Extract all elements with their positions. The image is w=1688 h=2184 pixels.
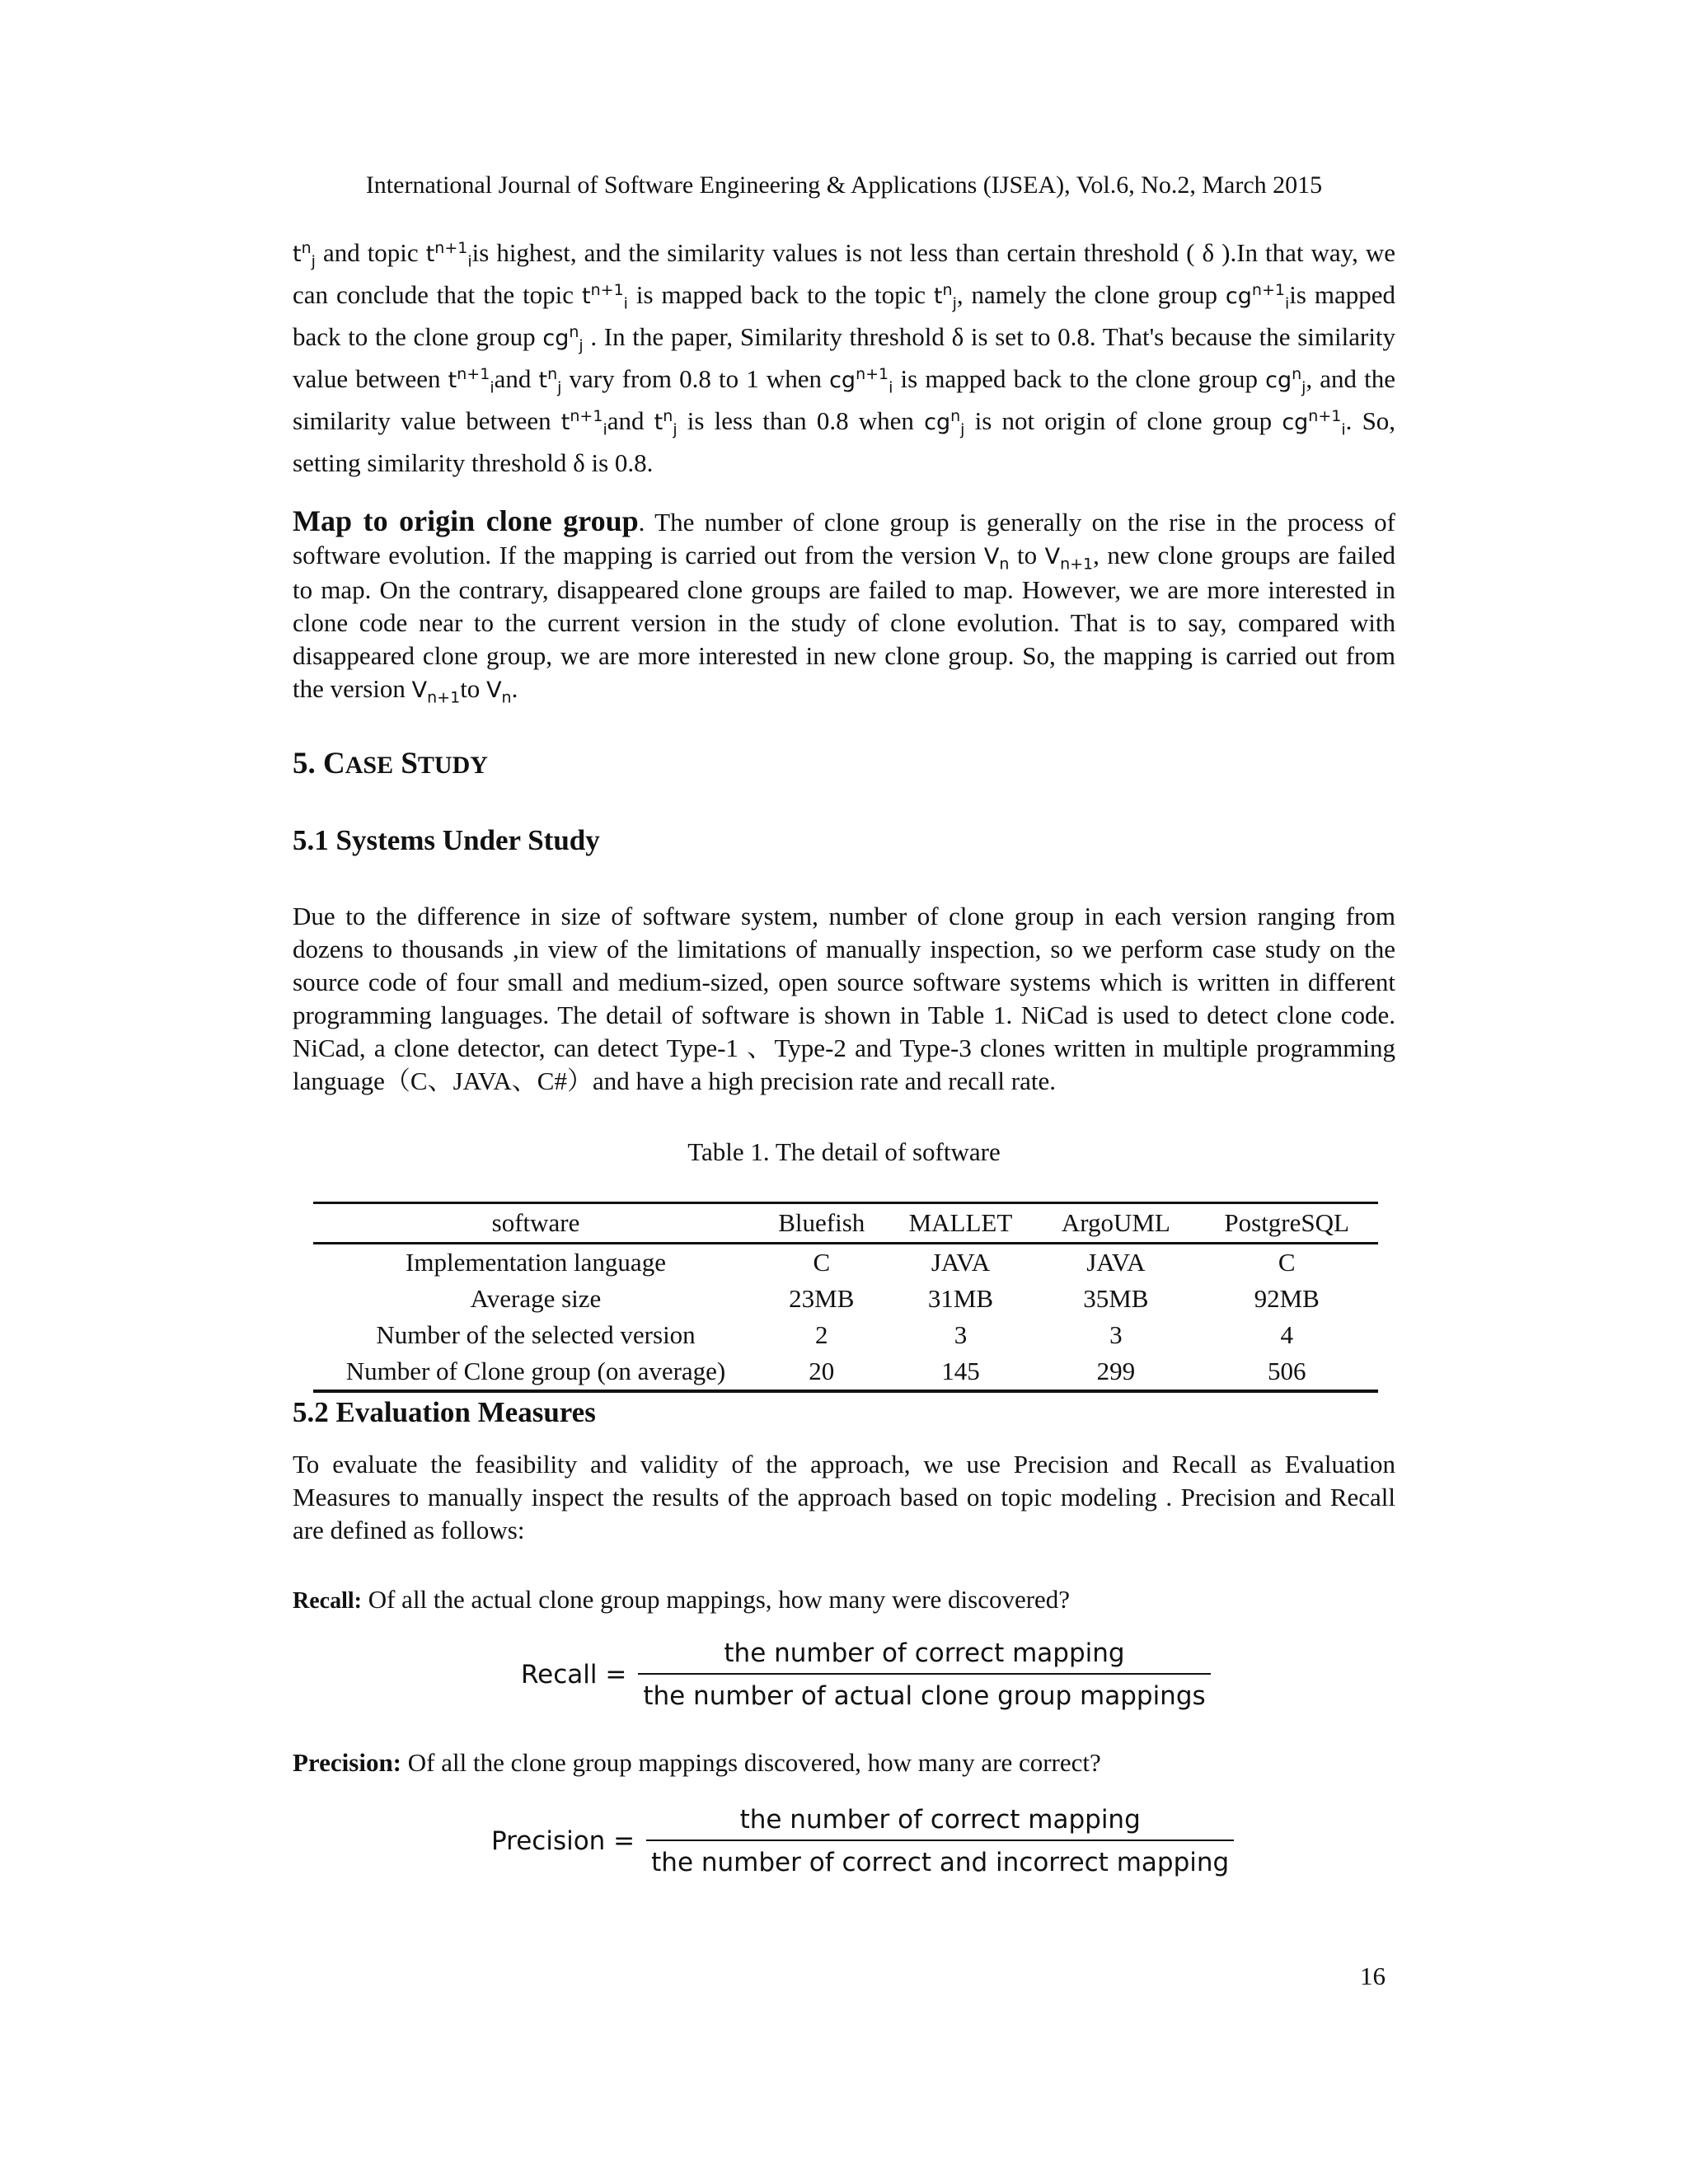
table-cell: JAVA (931, 1248, 991, 1277)
recall-denominator: the number of actual clone group mappings (638, 1673, 1210, 1711)
table-cell: 35MB (1083, 1284, 1149, 1313)
recall-definition: Recall: Of all the actual clone group mappings, how many were discovered? (293, 1585, 1071, 1614)
table-software-detail (313, 1202, 1378, 1393)
recall-formula (521, 1638, 1211, 1711)
math-t-i-n1: $t^{n+1}_i$ (425, 239, 472, 271)
table-row (313, 1244, 1378, 1282)
section-5-2-heading: 5.2 Evaluation Measures (293, 1396, 596, 1428)
table-cell: JAVA (1086, 1248, 1146, 1277)
table-cell: Average size (470, 1284, 602, 1313)
table-1-caption: Table 1. The detail of software (687, 1137, 1001, 1166)
paragraph-similarity-threshold: $t^n_j$ and topic $t^{n+1}_iis$ highest, and the similarity values is not less than certain threshold ( δ ).In that way, we can conclude that the topic $t^{n+1}_i$ is mapped back to the topic $t^n_j$, namely the clone group $cg^{n+1}_iis$ mapped back to the clone group $cg^n_j$ . In the paper, Similarity threshold δ is set to 0.8. That's because the similarity value between $t^{n+1}_iand$ $t^n_j$ vary from 0.8 to 1 when $cg^{n+1}_i$ is mapped back to the clone group $cg^n_j$, and the similarity value between $t^{n+1}_iand$ $t^n_j$ is less than 0.8 when $cg^n_j$ is not origin of clone group $cg^{n+1}_i$. So, setting similarity threshold δ is 0.8. (293, 238, 1396, 477)
table-cell: C (813, 1248, 831, 1277)
precision-definition: Precision: Of all the clone group mappings discovered, how many are correct? (293, 1748, 1101, 1777)
table-cell: 299 (1096, 1357, 1136, 1385)
table-cell: Number of the selected version (376, 1320, 696, 1349)
paragraph-systems-under-study: Due to the difference in size of software system, number of clone group in each version ranging from dozens to thousands ,in view of the limitations of manually inspection, so we perform case study on the source code of four small and medium-sized, open source software systems which is written in different programming languages. The detail of software is shown in Table 1. NiCad is used to detect clone code. NiCad, a clone detector, can detect Type-1 、Type-2 and Type-3 clones written in multiple programming language（C、JAVA、C#）and have a high precision rate and recall rate. (293, 902, 1395, 1095)
table-row (313, 1281, 1378, 1317)
table-cell: 92MB (1254, 1284, 1320, 1313)
precision-numerator: the number of correct mapping (739, 1805, 1141, 1835)
table-header-cell: software (313, 1203, 758, 1244)
table-header-cell: PostgreSQL (1195, 1203, 1378, 1244)
table-row (313, 1353, 1378, 1391)
table-cell: 20 (809, 1357, 835, 1385)
math-t-j-n: $t^n_j$ (293, 239, 316, 271)
precision-denominator: the number of correct and incorrect mapping (646, 1840, 1234, 1877)
table-cell: 31MB (927, 1284, 994, 1313)
table-header-cell: MALLET (885, 1203, 1037, 1244)
paragraph-map-to-origin: Map to origin clone group. The number of clone group is generally on the rise in the process of software evolution. If the mapping is carried out from the version $V_n$ to $V_{n+1}$, new clone groups are failed to map. On the contrary, disappeared clone groups are failed to map. However, we are more interested in clone code near to the current version in the study of clone evolution. That is to say, compared with disappeared clone group, we are more interested in new clone group. So, the mapping is carried out from the version $V_{n+1}to$ $V_n$. (293, 504, 1396, 707)
table-cell: 3 (954, 1320, 968, 1349)
table-cell: Number of Clone group (on average) (345, 1357, 726, 1385)
delta-symbol: δ (1202, 238, 1215, 267)
running-header: International Journal of Software Engineering & Applications (IJSEA), Vol.6, No.2, March 2015 (365, 171, 1323, 199)
recall-numerator: the number of correct mapping (724, 1638, 1125, 1668)
table-cell: 3 (1109, 1320, 1123, 1349)
table-cell: 506 (1267, 1357, 1306, 1385)
page-number: 16 (1360, 1961, 1386, 1990)
recall-label: Recall: (293, 1588, 362, 1614)
table-header-cell: Bluefish (758, 1203, 885, 1244)
section-5-heading: 5. CASE STUDY (293, 747, 488, 780)
recall-fraction (638, 1638, 1210, 1711)
precision-formula (491, 1805, 1234, 1877)
recall-lhs: Recall = (521, 1660, 627, 1690)
precision-lhs: Precision = (491, 1826, 635, 1856)
precision-label: Precision: (293, 1748, 402, 1777)
table-cell: 145 (941, 1357, 980, 1385)
table-cell: 23MB (789, 1284, 855, 1313)
table-row (313, 1317, 1378, 1353)
table-header-row (313, 1203, 1378, 1244)
precision-fraction (646, 1805, 1234, 1877)
table-cell: Implementation language (406, 1248, 666, 1277)
paragraph-evaluation-intro: To evaluate the feasibility and validity of the approach, we use Precision and Recall as Evaluation Measures to manually inspect the results of the approach based on topic modeling . Precision and Recall are defined as follows: (293, 1450, 1395, 1544)
runin-heading-map-to-origin: Map to origin clone group (293, 504, 639, 537)
table-cell: 2 (815, 1320, 828, 1349)
table-header-cell: ArgoUML (1036, 1203, 1195, 1244)
table-cell: C (1278, 1248, 1296, 1277)
section-5-1-heading: 5.1 Systems Under Study (293, 824, 600, 856)
table-cell: 4 (1280, 1320, 1293, 1349)
